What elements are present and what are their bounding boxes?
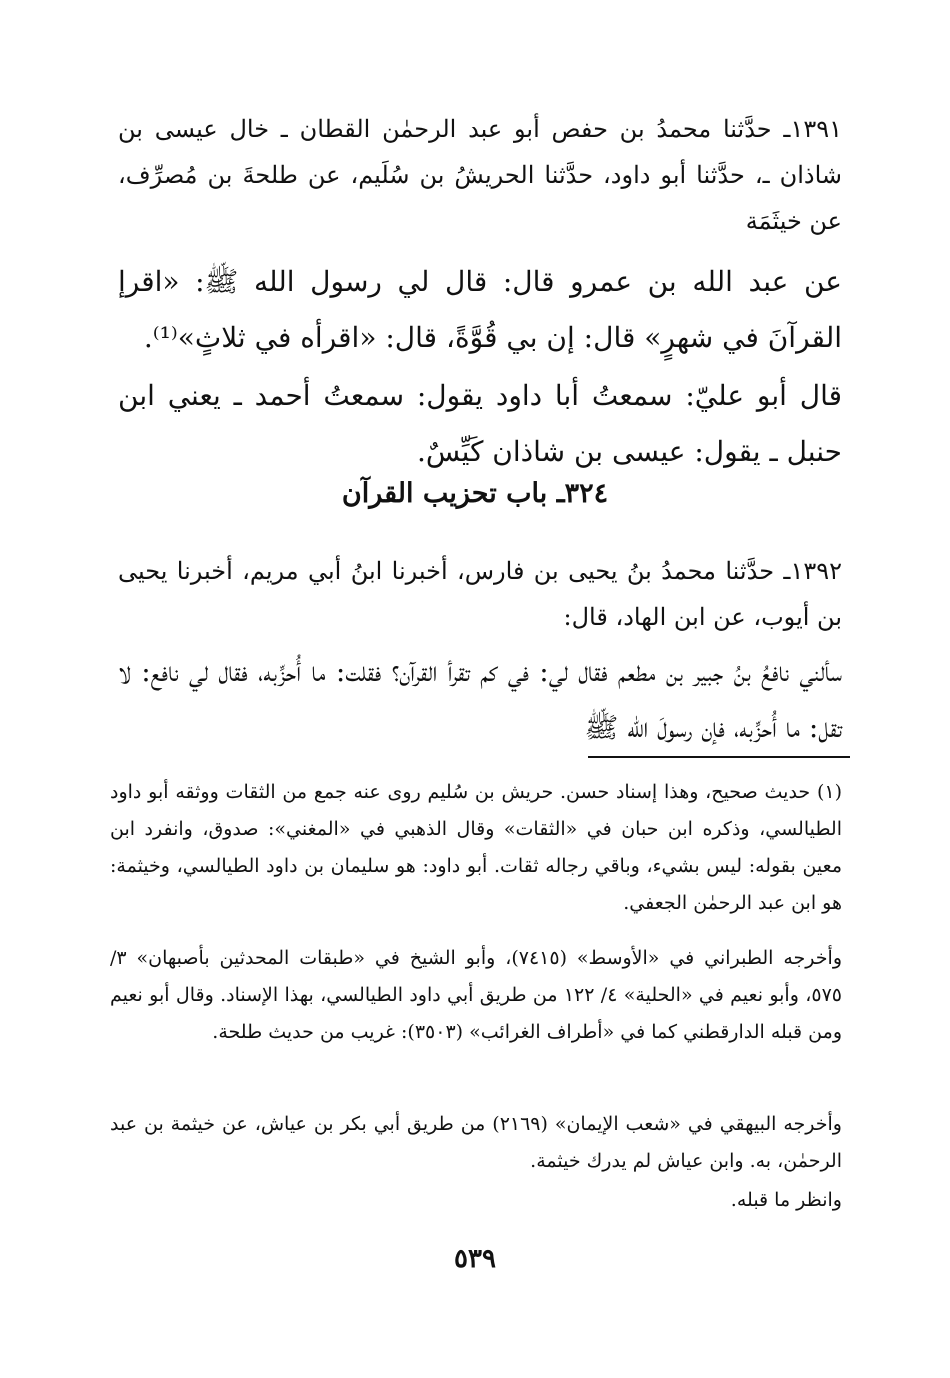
chapter-heading: ٣٢٤ـ باب تحزيب القرآن bbox=[341, 478, 609, 509]
footnote-1: (١) حديث صحيح، وهذا إسناد حسن. حريش بن سُليم روى عنه جمع من الثقات ووثقه أبو داود الطيالسي، وذكره ابن حبان في «الثقات» وقال الذهبي في «المغني»: صدوق، وانفرد ابن معين بقوله: ليس بشيء، وباقي رجاله ثقات. أبو داود: هو سليمان بن داود الطيالسي، وخيثمة: هو ابن عبد الرحمٰن الجعفي. bbox=[110, 781, 842, 914]
footnote-paragraph-4: وانظر ما قبله. bbox=[730, 1189, 842, 1211]
hadith-1392-isnad: ١٣٩٢ـ حدَّثنا محمدُ بنُ يحيى بن فارس، أخبرنا ابنُ أبي مريم، أخبرنا يحيى بن أيوب، عن ابن الهاد، قال: bbox=[118, 557, 842, 631]
hadith-1391-matn: عن عبد الله بن عمرو قال: قال لي رسول الله ﷺ: «اقرإ القرآنَ في شهرٍ» قال: إن بي قُوَّةً، قال: «اقرأه في ثلاثٍ»⁽¹⁾. bbox=[118, 265, 842, 354]
hadith-1391-isnad: ١٣٩١ـ حدَّثنا محمدُ بن حفص أبو عبد الرحمٰن القطان ـ خال عيسى بن شاذان ـ، حدَّثنا أبو داود، حدَّثنا الحريشُ بن سُلَيم، عن طلحةَ بن مُصرِّف، عن خيثَمَة bbox=[118, 115, 842, 235]
hadith-1392-matn: سألني نافعُ بنُ جبير بن مطعم فقال لي: في كم تقرأ القرآن؟ فقلت: ما أُحزِّبه، فقال لي نافع: لا تقل: ما أُحزِّبه، فإن رسولَ الله ﷺ bbox=[118, 655, 842, 744]
hadith-1391-comment: قال أبو عليّ: سمعتُ أبا داود يقول: سمعتُ أحمد ـ يعني ابن حنبل ـ يقول: عيسى بن شاذان كَيِّسٌ. bbox=[118, 379, 842, 468]
footnote-paragraph-2: وأخرجه الطبراني في «الأوسط» (٧٤١٥)، وأبو الشيخ في «طبقات المحدثين بأصبهان» ٣/ ٥٧٥، وأبو نعيم في «الحلية» ٤/ ١٢٢ من طريق أبي داود الطيالسي، بهذا الإسناد. وقال أبو نعيم ومن قبله الدارقطني كما في «أطراف الغرائب» (٣٥٠٣): غريب من حديث طلحة. bbox=[110, 947, 842, 1043]
page-number: ٥٣٩ bbox=[454, 1244, 496, 1274]
footnote-separator bbox=[588, 756, 850, 758]
footnote-paragraph-3: وأخرجه البيهقي في «شعب الإيمان» (٢١٦٩) من طريق أبي بكر بن عياش، عن خيثمة بن عبد الرحمٰن، به. وابن عياش لم يدرك خيثمة. bbox=[110, 1113, 842, 1172]
